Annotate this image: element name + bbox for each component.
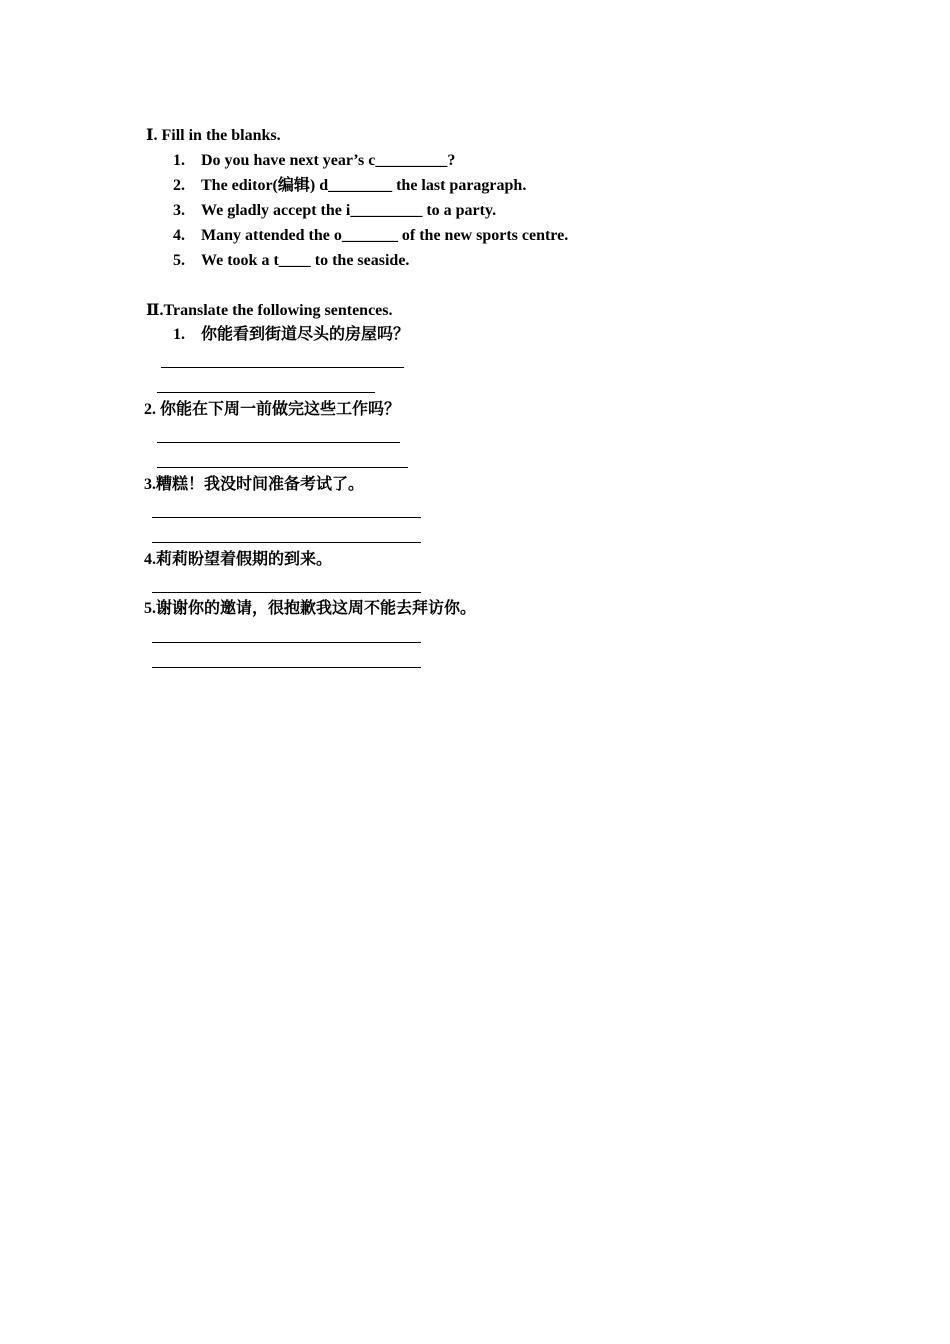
translate-item-1 xyxy=(173,325,409,345)
answer-line xyxy=(152,592,421,593)
answer-line xyxy=(157,467,408,468)
answer-line xyxy=(152,642,421,643)
fill-item-5 xyxy=(173,251,409,271)
item-number: 4. xyxy=(173,227,185,244)
fill-item-1 xyxy=(173,151,455,171)
translate-item-2: 2. 你能在下周一前做完这些工作吗？ xyxy=(144,401,401,418)
answer-line xyxy=(152,542,421,543)
item-text: Many attended the o_______ of the new sports centre. xyxy=(201,227,569,244)
item-number: 3. xyxy=(173,202,185,219)
translate-item-4: 4.莉莉盼望着假期的到来。 xyxy=(144,551,333,568)
answer-line xyxy=(152,667,421,668)
item-number: 1. xyxy=(173,152,185,169)
answer-line xyxy=(157,442,400,443)
item-number: 2. xyxy=(173,177,185,194)
fill-item-4 xyxy=(173,226,568,246)
fill-item-2 xyxy=(173,176,526,196)
item-text: Do you have next year’s c_________? xyxy=(201,152,456,169)
answer-line xyxy=(157,392,375,393)
answer-line xyxy=(152,517,421,518)
item-number: 5. xyxy=(173,252,185,269)
item-text: The editor(编辑) d________ the last paragraph. xyxy=(201,177,527,194)
item-number: 1. xyxy=(173,326,185,343)
translate-item-3: 3.糟糕！我没时间准备考试了。 xyxy=(144,476,365,493)
section-1-heading: Ⅰ. Fill in the blanks. xyxy=(146,127,281,144)
answer-line xyxy=(161,367,404,368)
translate-item-5: 5.谢谢你的邀请，很抱歉我这周不能去拜访你。 xyxy=(144,600,477,617)
fill-item-3 xyxy=(173,201,496,221)
item-text: 你能看到街道尽头的房屋吗？ xyxy=(201,326,410,343)
item-text: We gladly accept the i_________ to a party. xyxy=(201,202,497,219)
section-2-heading: Ⅱ.Translate the following sentences. xyxy=(146,302,393,319)
item-text: We took a t____ to the seaside. xyxy=(201,252,410,269)
